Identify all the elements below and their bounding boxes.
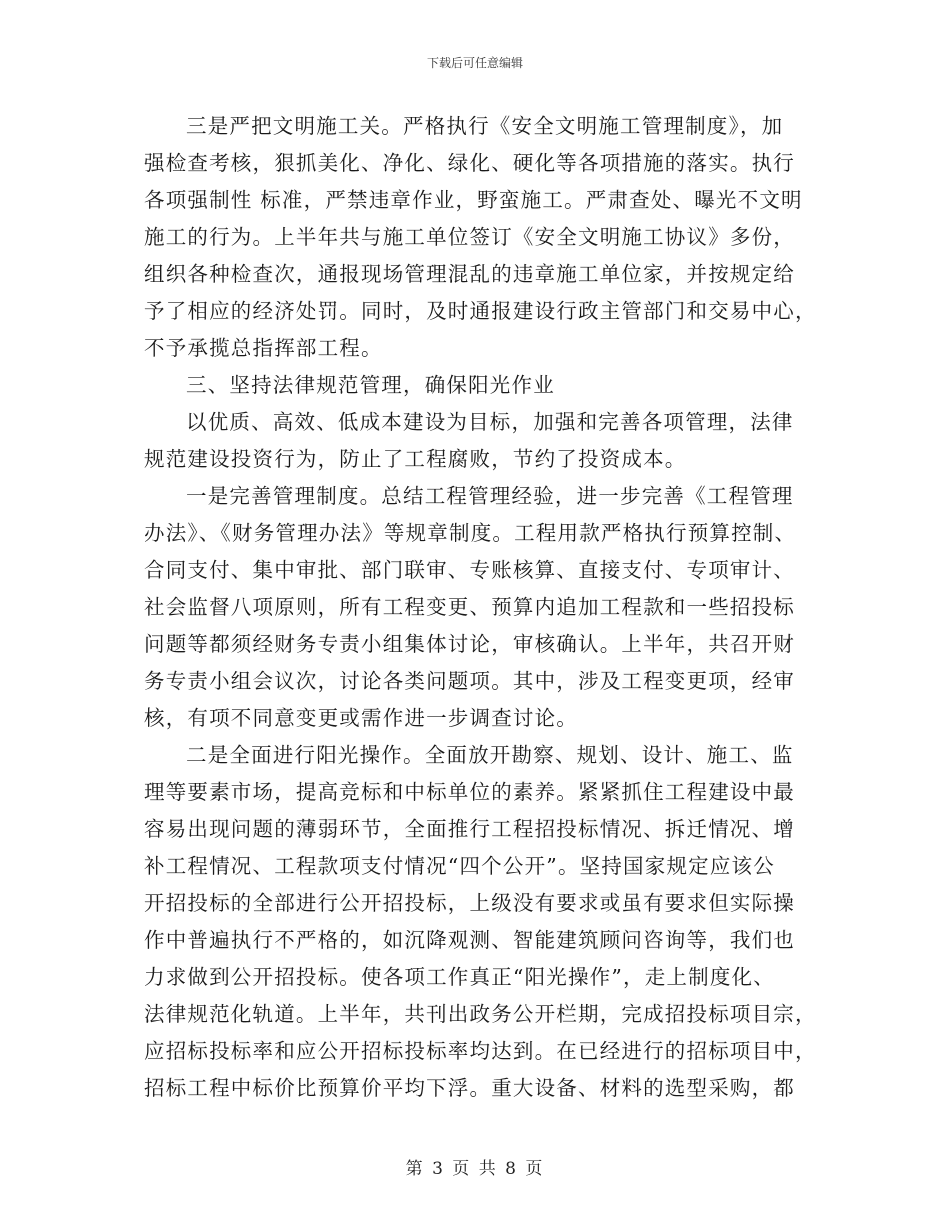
paragraph-line: 社会监督八项原则，所有工程变更、预算内追加工程款和一些招投标 (144, 595, 795, 619)
paragraph-line: 组织各种检查次，通报现场管理混乱的违章施工单位家，并按规定给 (144, 262, 795, 286)
paragraph-line: 补工程情况、工程款项支付情况“四个公开”。坚持国家规定应该公 (144, 854, 775, 878)
paragraph-line: 一是完善管理制度。总结工程管理经验，进一步完善《工程管理 (186, 484, 794, 508)
body-text (144, 108, 817, 1107)
paragraph-line: 各项强制性 标准，严禁违章作业，野蛮施工。严肃查处、曝光不文明 (144, 188, 803, 212)
paragraph-line: 开招投标的全部进行公开招投标，上级没有要求或虽有要求但实际操 (144, 891, 795, 915)
header-note: 下载后可任意编辑 (426, 56, 523, 70)
paragraph-line: 不予承揽总指挥部工程。 (144, 336, 383, 360)
paragraph-line: 予了相应的经济处罚。同时，及时通报建设行政主管部门和交易中心， (144, 299, 817, 323)
paragraph-line: 规范建设投资行为，防止了工程腐败，节约了投资成本。 (144, 447, 687, 471)
paragraph-line: 力求做到公开招投标。使各项工作真正“阳光操作”，走上制度化、 (144, 965, 775, 989)
paragraph-line: 强检查考核，狠抓美化、净化、绿化、硬化等各项措施的落实。执行 (144, 151, 795, 175)
paragraph-line: 理等要素市场，提高竞标和中标单位的素养。紧紧抓住工程建设中最 (144, 780, 795, 804)
paragraph-line: 办法》、《财务管理办法》等规章制度。工程用款严格执行预算控制、 (144, 521, 797, 545)
paragraph-line: 法律规范化轨道。上半年，共刊出政务公开栏期，完成招投标项目宗， (144, 1002, 817, 1026)
page-number: 第 3 页 共 8 页 (405, 1159, 545, 1179)
paragraph-line: 应招标投标率和应公开招标投标率均达到。在已经进行的招标项目中， (144, 1039, 817, 1063)
paragraph-line: 施工的行为。上半年共与施工单位签订《安全文明施工协议》多份， (144, 225, 795, 249)
section-heading: 三、坚持法律规范管理，确保阳光作业 (186, 373, 555, 397)
paragraph-line: 二是全面进行阳光操作。全面放开勘察、规划、设计、施工、监 (186, 743, 794, 767)
paragraph-line: 务专责小组会议次，讨论各类问题项。其中，涉及工程变更项，经审 (144, 669, 795, 693)
paragraph-line: 招标工程中标价比预算价平均下浮。重大设备、材料的选型采购，都 (144, 1076, 795, 1100)
paragraph-line: 以优质、高效、低成本建设为目标，加强和完善各项管理，法律 (186, 410, 794, 434)
paragraph-line: 核，有项不同意变更或需作进一步调查讨论。 (144, 706, 578, 730)
paragraph-line: 问题等都须经财务专责小组集体讨论，审核确认。上半年，共召开财 (144, 632, 795, 656)
paragraph-line: 三是严把文明施工关。严格执行《安全文明施工管理制度》，加 (186, 114, 784, 138)
paragraph-line: 容易出现问题的薄弱环节，全面推行工程招投标情况、拆迁情况、增 (144, 817, 795, 841)
paragraph-line: 作中普遍执行不严格的，如沉降观测、智能建筑顾问咨询等，我们也 (144, 928, 795, 952)
paragraph-line: 合同支付、集中审批、部门联审、专账核算、直接支付、专项审计、 (144, 558, 795, 582)
